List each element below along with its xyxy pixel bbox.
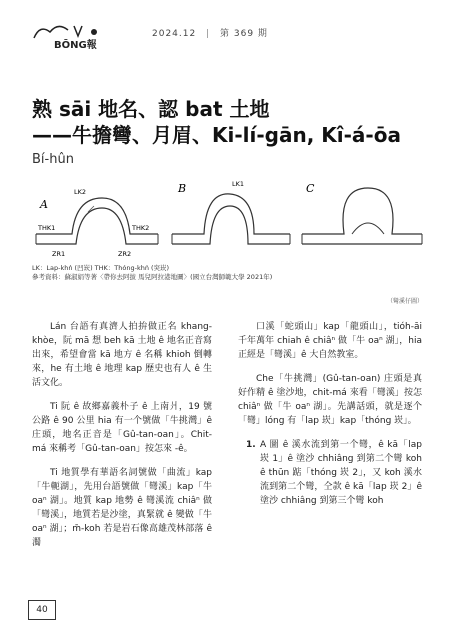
issue-separator: | xyxy=(206,29,211,39)
label-a: A xyxy=(40,198,48,211)
label-c: C xyxy=(306,182,315,195)
figure-source: 參考資料：蘇淑娟等著〈帶你去阿拔 馬兒阿拉港地圖〉(國立台灣師範大學 2021年) xyxy=(32,273,273,281)
paragraph: Lán 台語有真濟人拍拚做正名 khang-khòe，阮 mā 想 beh kā 土地 ê 地名正音寫出來，希望會當 kā 地方 ê 名稱 khioh 倒轉來，he 有土地 ê 地理 kap 歷史也有人 ê 生活文化。 xyxy=(32,322,212,388)
page-number: 40 xyxy=(28,600,56,620)
diagram-b xyxy=(172,194,290,244)
figure-tag: （彎溪仔圖） xyxy=(386,298,423,305)
list-text: A 圖 ê 溪水流到第一个彎，ê kā「lap 崁 1」ê 塗沙 chhiâng 到第二个彎 koh ê thūn 踮「thóng 崁 2」，又 koh 溪水流到第二个彎，仝款 ê kā「lap 崁 2」ê 塗沙 chhiâng 到第三个彎 koh xyxy=(260,440,422,506)
label-zr1: ZR1 xyxy=(52,250,66,258)
label-thk1: THK1 xyxy=(38,224,56,232)
title-line-1: 熟 sāi 地名、認 bat 土地 xyxy=(32,97,270,121)
issue-info xyxy=(152,26,268,39)
label-b: B xyxy=(178,182,187,195)
paragraph: Che「牛挑灣」(Gû-tan-oan) 庄頭是真好作精 ê 塗沙地，chit-má 來看「彎溪」按怎 chiâⁿ 做「牛 oaⁿ 湖」。先講話頭，就是逐个「彎」lóng 有「lap 崁」kap「thóng 崁」。 xyxy=(238,374,422,426)
list-item xyxy=(238,438,422,508)
figure-caption xyxy=(32,264,424,282)
page-header xyxy=(0,0,453,60)
publication-logo xyxy=(30,18,110,52)
svg-text:BŌNG報: BŌNG報 xyxy=(54,40,97,51)
issue-number: 第 369 期 xyxy=(220,29,268,39)
issue-date: 2024.12 xyxy=(152,29,197,39)
label-lk1: LK1 xyxy=(232,180,245,188)
diagram-a xyxy=(36,198,158,244)
paragraph: Ti 地質學有華語名詞號做「曲流」kap「牛軛湖」，先用台語號做「彎溪」kap「牛 oaⁿ 湖」。地質 kap 地勢 ê 彎溪流 chiâⁿ 做「彎溪」，地質若是沙塗，真緊就 ê 變做「牛 oaⁿ 湖」；m̄-koh 若是岩石像高雄茂林部落 ê 濁 xyxy=(32,468,212,548)
paragraph: Ti 阮 ê 故鄉嘉義朴子 ê 上南爿，19 號公路 ê 90 公里 hia 有一个號做「牛挑灣」ê 庄頭，地名正音是「Gû-tan-oan」。Chit-má 來稱考「Gû-tan-oan」按怎來 -ê。 xyxy=(32,402,212,454)
left-column xyxy=(32,320,212,560)
label-lk2: LK2 xyxy=(74,188,87,196)
label-zr2: ZR2 xyxy=(118,250,132,258)
list-number: 1. xyxy=(246,440,256,450)
diagram-c xyxy=(302,188,422,244)
label-thk2: THK2 xyxy=(132,224,150,232)
article-title xyxy=(32,96,401,148)
right-column xyxy=(238,320,422,508)
title-line-2: ——牛擔彎、月眉、Ki-lí-gān, Kî-á-ōa xyxy=(32,123,401,147)
paragraph: 口溪「蛇頭山」kap「龍頭山」，tióh-āi 千年萬年 chiah ê chiâⁿ 做「牛 oaⁿ 湖」，hia 正經是「彎溪」ê 大自然教室。 xyxy=(238,322,422,360)
figure-legend: LK：Lap-khǹ (凹崁) THK：Thóng-khǹ (突崁) xyxy=(32,264,170,272)
article-author: Bí-hûn xyxy=(32,152,74,167)
